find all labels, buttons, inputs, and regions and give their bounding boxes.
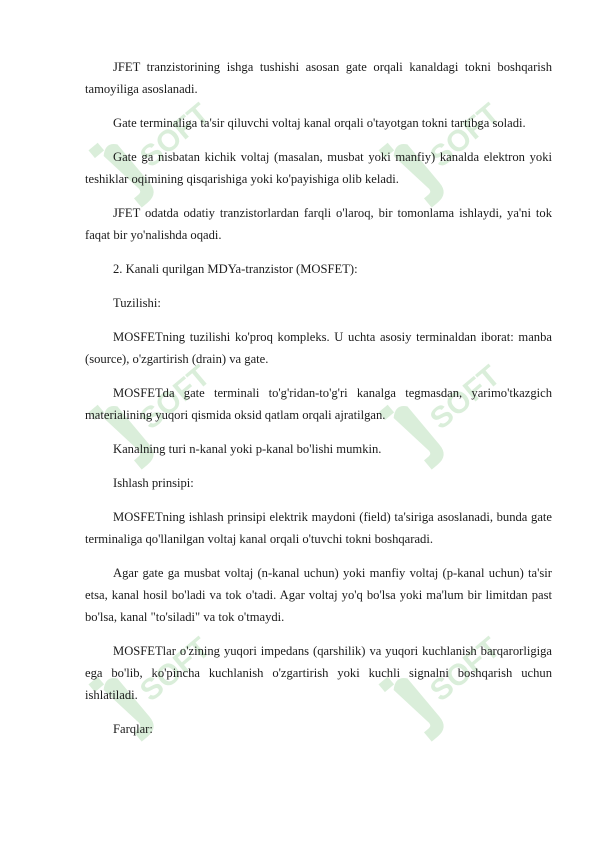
paragraph: JFET tranzistorining ishga tushishi asosan gate orqali kanaldagi tokni boshqarish tamoyiliga asoslanadi. <box>85 60 552 96</box>
paragraph: MOSFETlar o'zining yuqori impedans (qarshilik) va yuqori kuchlanish barqarorligiga ega bo'lib, ko'pincha kuchlanish o'zgartirish yoki kuchli signalni boshqarish uchun ishlatiladi. <box>85 644 552 702</box>
watermark-text: SOFT <box>424 359 507 436</box>
watermark-text: SOFT <box>424 97 507 174</box>
document-body <box>85 56 552 752</box>
watermark-text: SOFT <box>134 97 217 174</box>
paragraph: Kanalning turi n-kanal yoki p-kanal bo'lishi mumkin. <box>113 442 382 456</box>
paragraph: MOSFETning tuzilishi ko'proq kompleks. U uchta asosiy terminaldan iborat: manba (source), o'zgartirish (drain) va gate. <box>85 330 552 366</box>
paragraph: Gate ga nisbatan kichik voltaj (masalan, musbat yoki manfiy) kanalda elektron yoki teshiklar oqimining qisqarishiga yoki ko'payishiga olib keladi. <box>85 150 552 186</box>
paragraph: JFET odatda odatiy tranzistorlardan farqli o'laroq, bir tomonlama ishlaydi, ya'ni tok faqat bir yo'nalishda oqadi. <box>85 206 552 242</box>
paragraph: Gate terminaliga ta'sir qiluvchi voltaj kanal orqali o'tayotgan tokni tartibga soladi. <box>113 116 526 130</box>
paragraph: MOSFETning ishlash prinsipi elektrik maydoni (field) ta'siriga asoslanadi, bunda gate terminaliga qo'llanilgan voltaj kanal orqali o'tuvchi tokni boshqaradi. <box>85 510 552 546</box>
subheading: Ishlash prinsipi: <box>113 476 194 490</box>
paragraph: MOSFETda gate terminali to'g'ridan-to'g'ri kanalga tegmasdan, yarimo'tkazgich materialining yuqori qismida oksid qatlam orqali ajratilgan. <box>85 386 552 422</box>
paragraph: Agar gate ga musbat voltaj (n-kanal uchun) yoki manfiy voltaj (p-kanal uchun) ta'sir etsa, kanal hosil bo'ladi va tok o'tadi. Agar voltaj yo'q bo'lsa yoki ma'lum bir limitdan past bo'lsa, kanal "to'siladi" va tok o'tmaydi. <box>85 566 552 624</box>
subheading: Tuzilishi: <box>113 296 161 310</box>
watermark-text: SOFT <box>134 359 217 436</box>
section-heading: 2. Kanali qurilgan MDYa-tranzistor (MOSFET): <box>113 262 358 276</box>
watermark-text: SOFT <box>134 631 217 708</box>
watermark-text: SOFT <box>424 631 507 708</box>
subheading: Farqlar: <box>113 722 153 736</box>
